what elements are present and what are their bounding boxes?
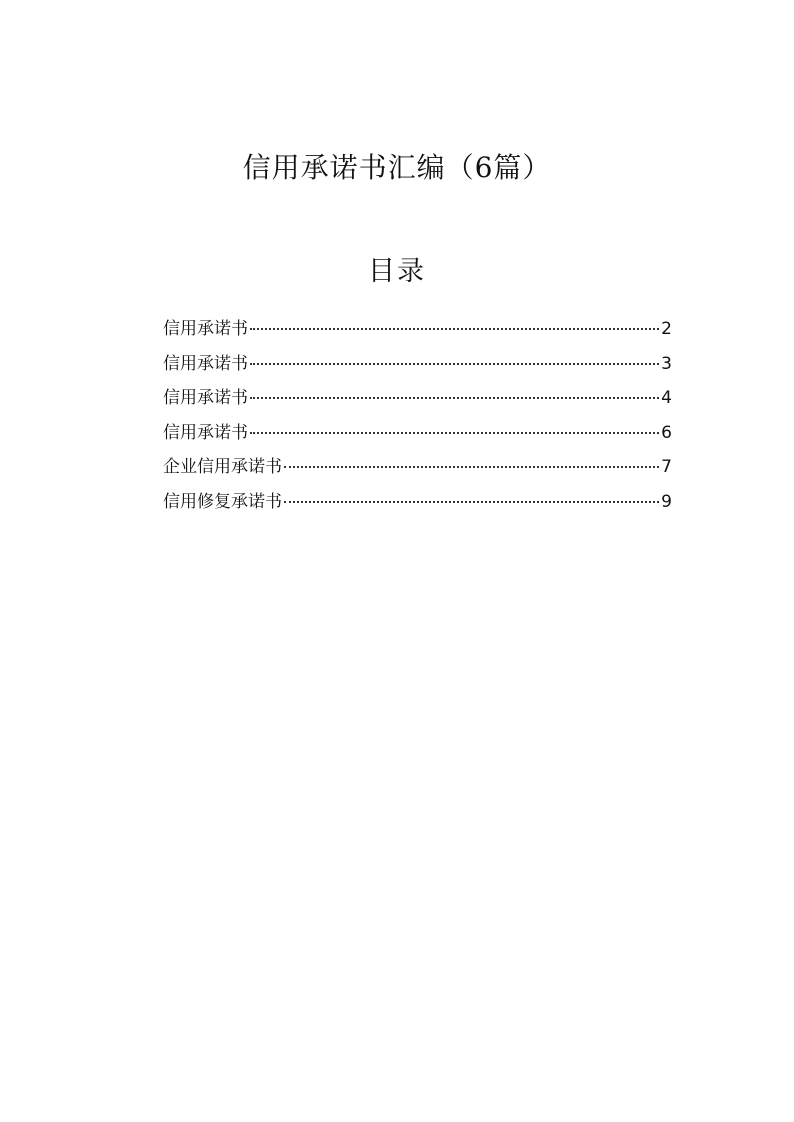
toc-entry[interactable] bbox=[163, 314, 672, 349]
document-title: 信用承诺书汇编（6篇） bbox=[242, 151, 552, 184]
toc-dot-leader bbox=[250, 363, 659, 365]
toc-entry-page: 9 bbox=[661, 491, 672, 512]
toc-entry-title: 企业信用承诺书 bbox=[163, 457, 282, 477]
toc-entry[interactable] bbox=[163, 418, 672, 453]
toc-entry-title: 信用承诺书 bbox=[163, 422, 248, 443]
toc-entry-page: 4 bbox=[661, 388, 672, 408]
toc-entry[interactable] bbox=[163, 349, 672, 384]
toc-entry-page: 3 bbox=[661, 353, 672, 374]
toc-dot-leader bbox=[250, 397, 659, 399]
toc-entry-title: 信用承诺书 bbox=[163, 388, 248, 408]
toc-entry[interactable] bbox=[163, 452, 672, 487]
toc-entry[interactable] bbox=[163, 383, 672, 418]
toc-entry[interactable] bbox=[163, 487, 672, 522]
toc-entry-page: 6 bbox=[661, 422, 672, 443]
toc-entry-title: 信用承诺书 bbox=[163, 319, 248, 339]
toc-dot-leader bbox=[284, 466, 659, 468]
toc-dot-leader bbox=[250, 328, 659, 330]
toc-entry-title: 信用承诺书 bbox=[163, 353, 248, 374]
toc-heading: 目录 bbox=[368, 256, 426, 287]
toc-dot-leader bbox=[284, 501, 659, 503]
toc-entry-page: 7 bbox=[661, 457, 672, 477]
toc-dot-leader bbox=[250, 432, 659, 434]
table-of-contents bbox=[163, 314, 672, 521]
toc-entry-title: 信用修复承诺书 bbox=[163, 491, 282, 512]
toc-entry-page: 2 bbox=[661, 319, 672, 339]
